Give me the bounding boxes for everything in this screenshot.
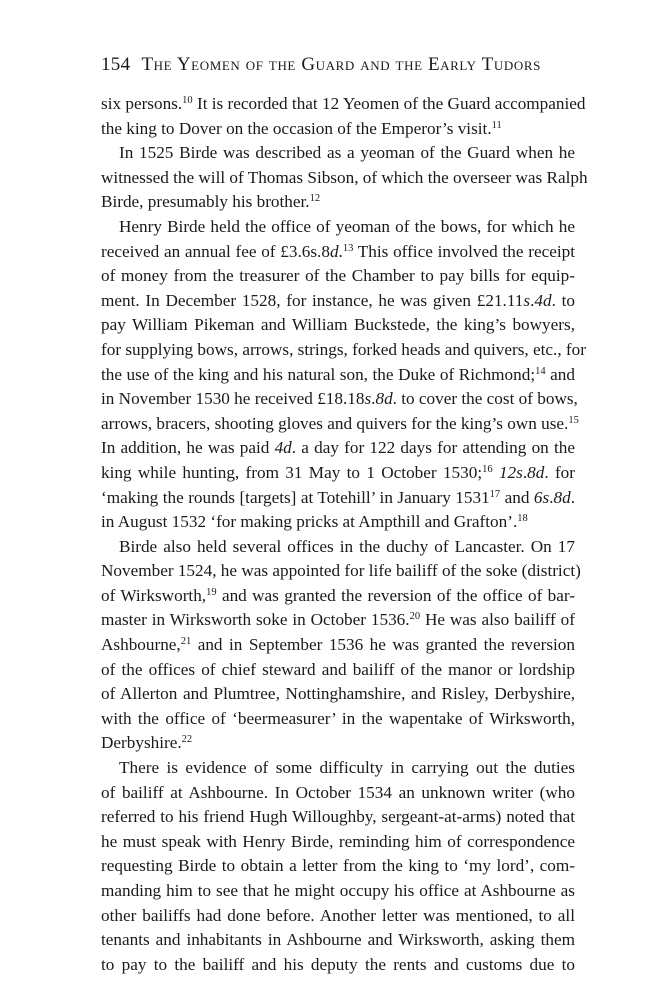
text-run: manding him to see that he might occupy his office at Ashbourne as [101, 881, 575, 900]
text-run: Birde, presumably his brother. [101, 192, 310, 212]
text-line [101, 953, 575, 978]
text-line [101, 633, 575, 658]
text-run: for supplying bows, arrows, strings, forked heads and quivers, etc., for [101, 339, 586, 359]
text-line [101, 264, 575, 289]
text-run: arrows, bracers, shooting gloves and quivers for the king’s own use. [101, 413, 569, 433]
text-run: He was also bailiff of [420, 610, 575, 630]
text-line [101, 879, 575, 904]
text-run: in August 1532 ‘for making pricks at Ampthill and Grafton’. [101, 512, 518, 532]
footnote-ref: 22 [181, 734, 193, 746]
text-line [101, 141, 575, 166]
footnote-ref: 11 [491, 119, 502, 131]
text-line [101, 412, 579, 437]
text-run: of Wirksworth, [101, 585, 207, 605]
footnote-ref: 19 [206, 586, 217, 598]
footnote-ref: 13 [342, 242, 354, 254]
text-run: Henry Birde held the office of yeoman of the bows, for which he [119, 216, 575, 236]
text-line [101, 830, 575, 855]
text-run: referred to his friend Hugh Willoughby, sergeant-at-arms) noted that [101, 807, 575, 827]
text-run: . [570, 487, 575, 507]
text-run: tenants and inhabitants in Ashbourne and Wirksworth, asking them [101, 930, 575, 950]
text-run: In 1525 Birde was described as a yeoman of the Guard when he [119, 143, 575, 163]
body-text [101, 92, 588, 977]
text-run: the king to Dover on the occasion of the Emperor’s visit. [101, 118, 492, 138]
text-line [101, 854, 575, 879]
italic-text: 8d [527, 462, 545, 482]
italic-text: 4d [534, 290, 552, 310]
text-run: ment. In December 1528, for instance, he was given £21.11 [101, 290, 524, 310]
italic-text: 12s [498, 462, 523, 482]
text-line [101, 510, 575, 535]
running-title: The Yeomen of the Guard and the Early Tudors [141, 54, 541, 75]
text-line [101, 166, 588, 191]
italic-text: 8d [375, 389, 393, 409]
text-run: There is evidence of some difficulty in carrying out the duties [119, 758, 575, 778]
page-number: 154 [101, 54, 131, 75]
text-run: Derbyshire. [101, 733, 182, 753]
text-run: . a day for 122 days for attending on the [291, 438, 575, 458]
text-run: . [371, 389, 376, 409]
text-run: In addition, he was paid [101, 438, 275, 458]
text-run: with the office of ‘beermeasurer’ in the wapentake of Wirksworth, [101, 708, 575, 728]
text-run: six persons. [101, 94, 183, 113]
text-line [101, 608, 575, 633]
text-line [101, 781, 575, 806]
text-line [101, 584, 575, 609]
italic-text: s [523, 290, 531, 310]
text-line [101, 338, 586, 363]
text-run: he must speak with Henry Birde, reminding him of correspondence [101, 831, 575, 851]
footnote-ref: 18 [517, 513, 528, 525]
text-line [101, 240, 575, 265]
text-line [101, 190, 575, 215]
text-run: of bailiff at Ashbourne. In October 1534 an unknown writer (who [101, 782, 575, 802]
text-line [101, 559, 581, 584]
text-run: Birde also held several offices in the duchy of Lancaster. On 17 [119, 536, 575, 556]
italic-text: s [364, 389, 372, 409]
footnote-ref: 10 [182, 95, 193, 106]
text-line [101, 92, 586, 117]
text-line [101, 387, 578, 412]
running-head [101, 54, 561, 76]
text-line [101, 805, 575, 830]
footnote-ref: 15 [568, 414, 579, 426]
text-line [101, 436, 575, 461]
text-run: requesting Birde to obtain a letter from the king to ‘my lord’, com- [101, 856, 575, 876]
italic-text: 4d [274, 438, 292, 458]
text-run: and was granted the reversion of the office of bar- [216, 585, 575, 605]
text-run: pay William Pikeman and William Buckstede, the king’s bowyers, [101, 315, 575, 335]
text-run: other bailiffs had done before. Another letter was mentioned, to all [101, 905, 575, 925]
text-line [101, 682, 575, 707]
text-line [101, 117, 575, 142]
text-run: and in September 1536 he was granted the reversion [191, 635, 575, 655]
text-run: received an annual fee of £3.6s.8 [101, 241, 330, 261]
text-run: of Allerton and Plumtree, Nottinghamshire, and Risley, Derbyshire, [101, 684, 575, 704]
text-run: November 1524, he was appointed for life bailiff of the soke (district) [101, 561, 581, 581]
footnote-ref: 21 [180, 636, 192, 648]
text-line [101, 461, 575, 486]
text-run: . [522, 462, 528, 482]
text-line [101, 215, 575, 240]
text-run: king while hunting, from 31 May to 1 October 1530; [101, 462, 483, 482]
text-line [101, 928, 575, 953]
text-line [101, 289, 575, 314]
footnote-ref: 20 [409, 611, 421, 623]
text-run: master in Wirksworth soke in October 1536. [101, 610, 410, 630]
footnote-ref: 17 [489, 488, 501, 500]
text-run: . [549, 487, 554, 507]
text-run: to pay to the bailiff and his deputy the rents and customs due to [101, 954, 575, 974]
italic-text: 6s [533, 487, 550, 507]
text-line [101, 731, 575, 756]
text-run: and [545, 364, 575, 384]
text-run: . for [544, 462, 575, 482]
text-run: in November 1530 he received £18.18 [101, 389, 365, 409]
text-line [101, 535, 575, 560]
text-run: of money from the treasurer of the Chamber to pay bills for equip- [101, 266, 575, 286]
footnote-ref: 14 [535, 365, 546, 377]
text-line [101, 313, 575, 338]
text-run: ‘making the rounds [targets] at Totehill’ in January 1531 [101, 487, 490, 507]
footnote-ref: 12 [309, 193, 321, 205]
footnote-ref: 16 [482, 463, 493, 475]
text-run: . [530, 290, 535, 310]
text-run: witnessed the will of Thomas Sibson, of which the overseer was Ralph [101, 167, 588, 187]
text-run: . [338, 241, 343, 261]
text-run: and [500, 487, 534, 507]
italic-text: 8d [553, 487, 571, 507]
text-line [101, 707, 575, 732]
text-run: . to [551, 290, 575, 310]
text-line [101, 486, 575, 511]
text-run: It is recorded that 12 Yeomen of the Guard accompanied [192, 94, 586, 113]
text-run: the use of the king and his natural son, the Duke of Richmond; [101, 364, 536, 384]
text-line [101, 756, 575, 781]
text-line [101, 904, 575, 929]
text-line [101, 363, 575, 388]
text-line [101, 658, 575, 683]
italic-text: d [329, 241, 339, 261]
text-run: This office involved the receipt [353, 241, 575, 261]
text-run: Ashbourne, [101, 635, 181, 655]
text-run: of the offices of chief steward and bailiff of the manor or lordship [101, 659, 575, 679]
text-run: . to cover the cost of bows, [392, 389, 578, 409]
